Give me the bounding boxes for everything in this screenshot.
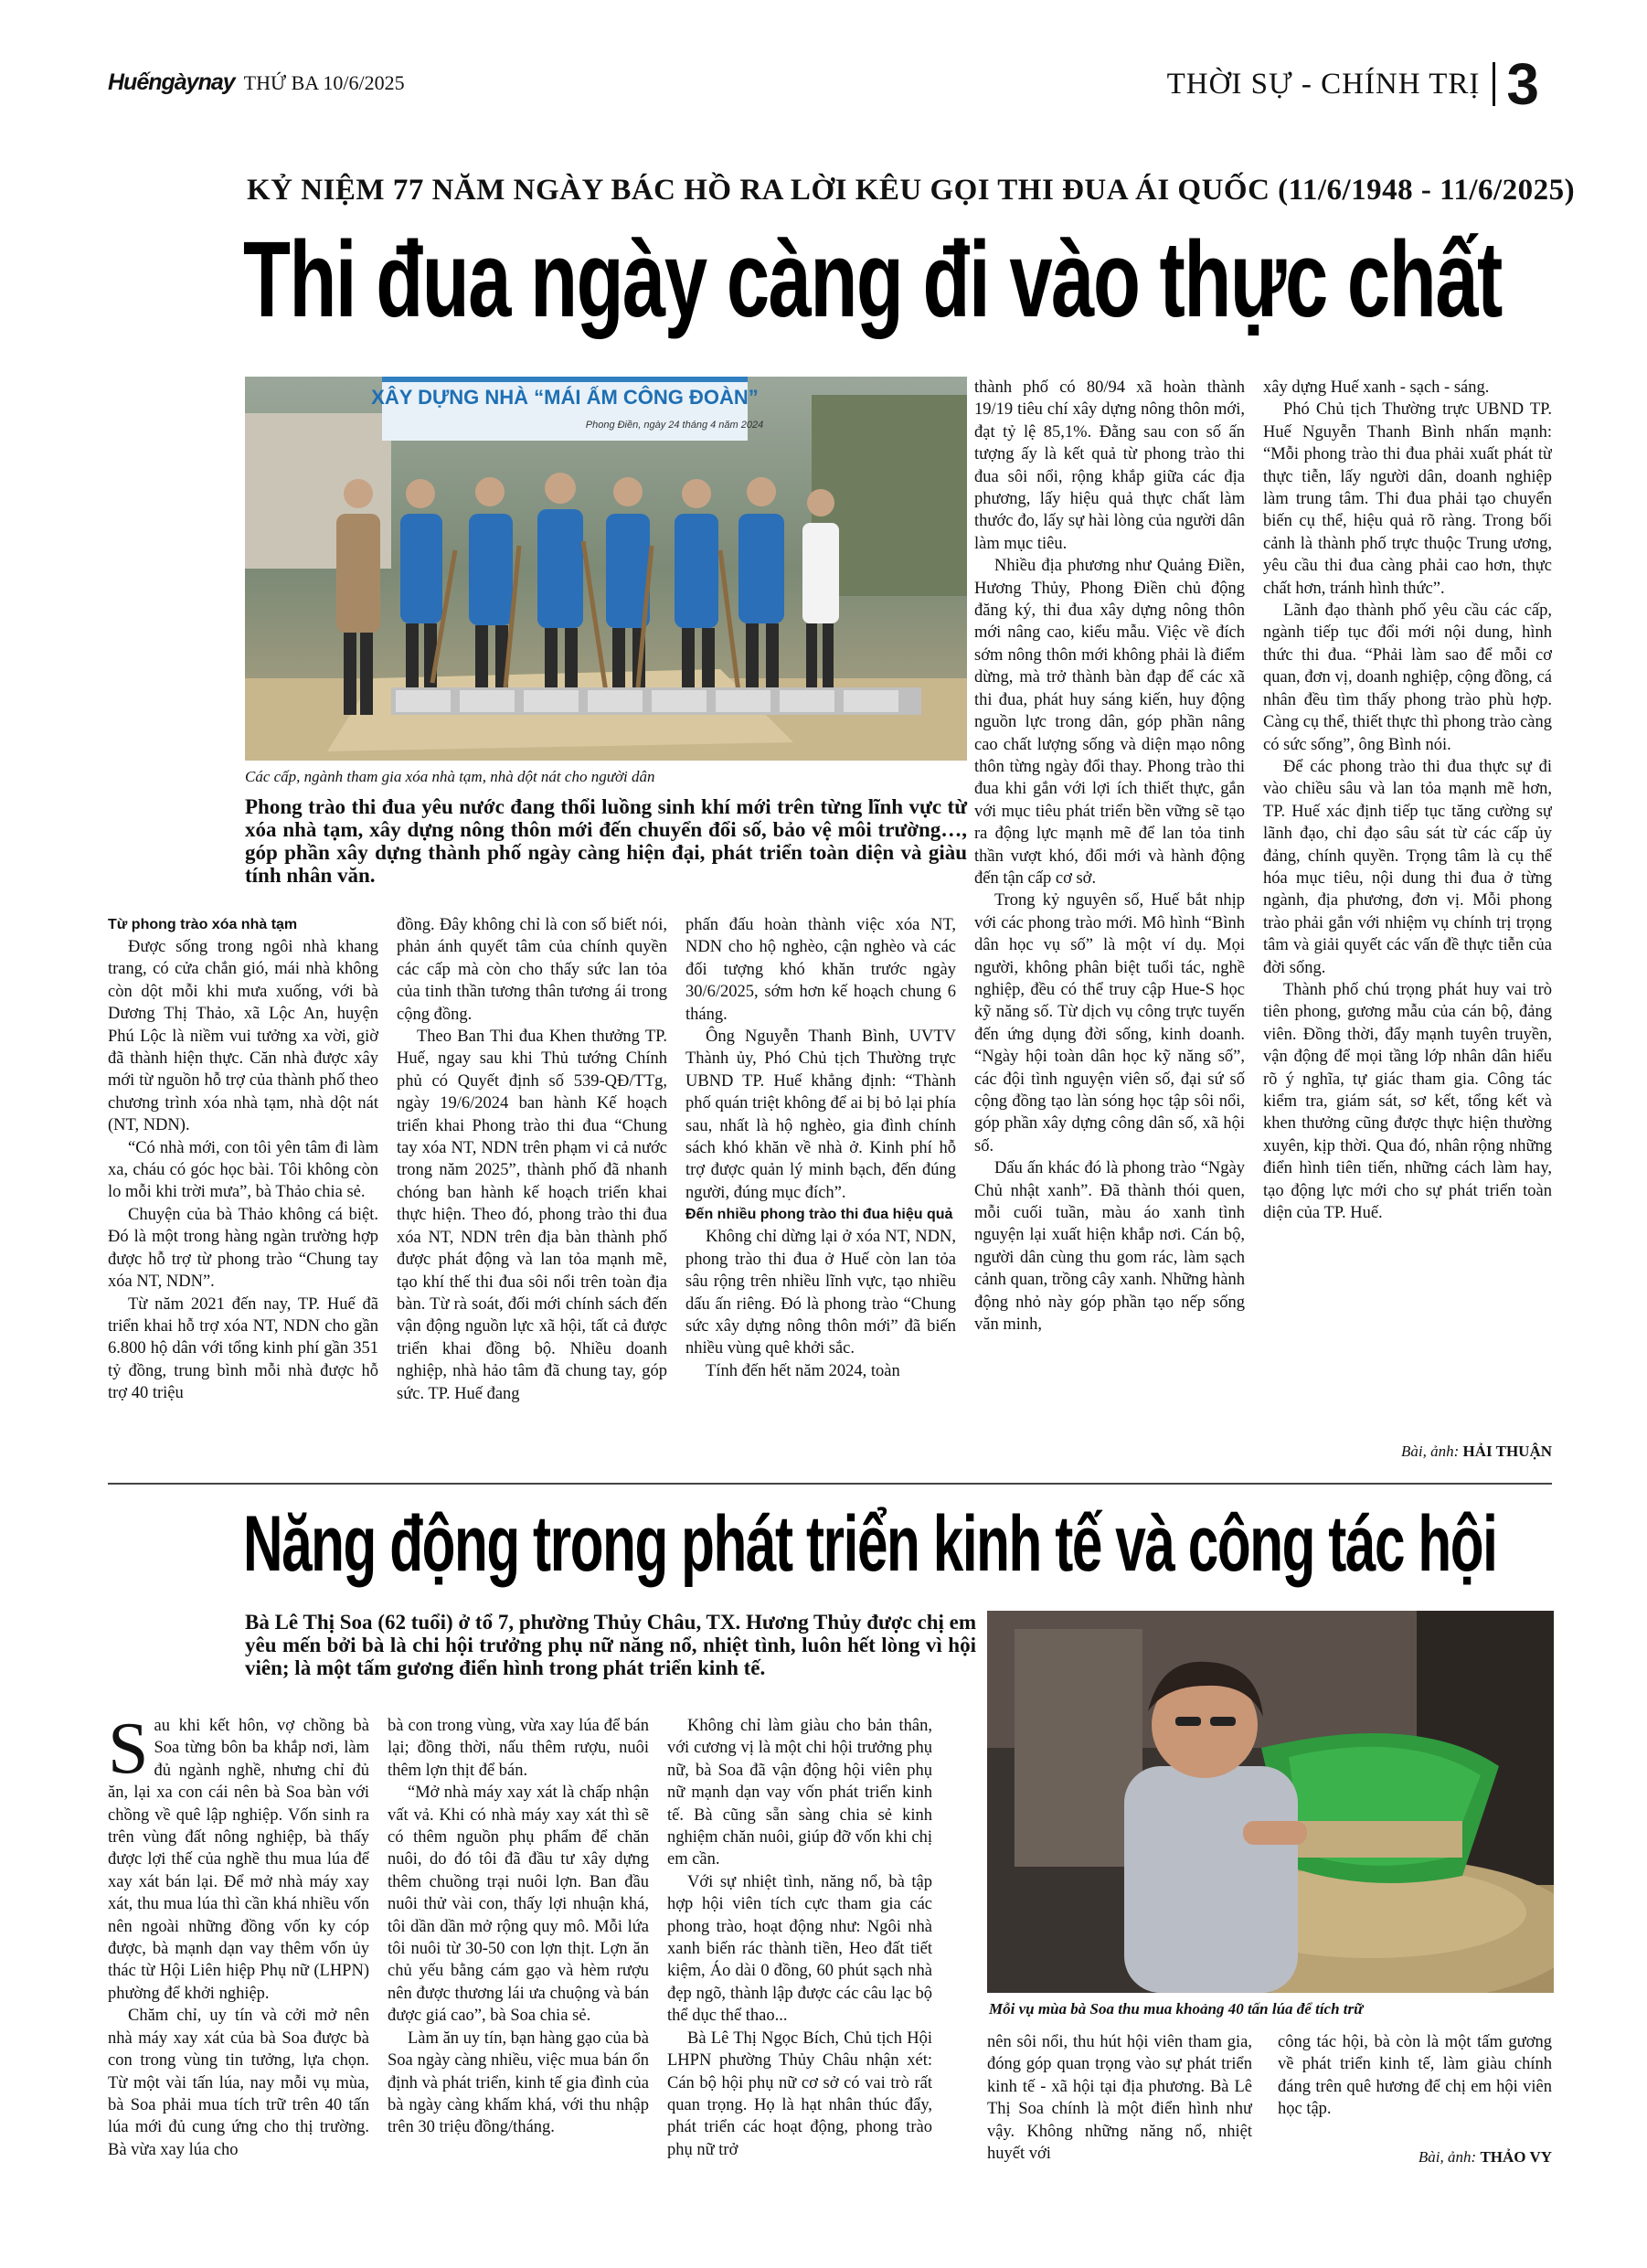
byline-author: HẢI THUẬN — [1462, 1443, 1552, 1460]
article2-byline — [1278, 2148, 1552, 2167]
article2-column-4 — [987, 2031, 1252, 2196]
issue-date: THỨ BA 10/6/2025 — [243, 71, 405, 94]
newspaper-logo: Huếngàynay — [108, 69, 235, 95]
paragraph: Chuyện của bà Thảo không cá biệt. Đó là một trong hàng ngàn trường hợp được hỗ trợ từ phong trào “Chung tay xóa NT, NDN”. — [108, 1205, 378, 1292]
article1-column-5 — [1263, 377, 1552, 1428]
article2-photo-caption: Mỗi vụ mùa bà Soa thu mua khoảng 40 tấn lúa để tích trữ — [989, 2000, 1364, 2018]
byline-author: THẢO VY — [1480, 2148, 1552, 2166]
paragraph: Trong kỷ nguyên số, Huế bắt nhịp với các phong trào mới. Mô hình “Bình dân học vụ số” là một ví dụ. Mọi người, không phân biệt tuổi tác, nghề nghiệp, đều có thể truy cập Hue-S học kỹ năng số. Từ dịch vụ công trực tuyến đến ứng dụng đời sống, kinh doanh. “Ngày hội toàn dân học kỹ năng số”, các đội tình nguyện viên số, đại sứ số cộng đồng tạo làn sóng học tập sôi nổi, góp phần xây dựng công dân số, xã hội số. — [974, 891, 1245, 1155]
section-header — [1166, 51, 1539, 117]
paragraph: Ông Nguyễn Thanh Bình, UVTV Thành ủy, Phó Chủ tịch Thường trực UBND TP. Huế khẳng định: “Thành phố quán triệt không để ai bị bỏ lại phía sau, nhất là hộ nghèo, gia đình chính sách khó khăn về nhà ở. Kinh phí hỗ trợ được quản lý minh bạch, đến đúng người, đúng mục đích”. — [685, 1028, 956, 1202]
article-divider — [108, 1483, 1552, 1485]
article1-byline — [1263, 1443, 1552, 1461]
paragraph: phấn đấu hoàn thành việc xóa NT, NDN cho hộ nghèo, cận nghèo và các đối tượng khó khăn trước ngày 30/6/2025, sớm hơn kế hoạch chung 6 tháng. — [685, 916, 956, 1024]
paragraph-text: au khi kết hôn, vợ chồng bà Soa từng bôn ba khắp nơi, làm đủ ngành nghề, nhưng chỉ đủ ăn, lại xa con cái nên bà Soa bàn với chồng về quê lập nghiệp. Vốn sinh ra trên vùng đất nông nghiệp, bà thấy được lợi thế của nghề thu mua lúa để xay xát bán lại. Để mở nhà máy xay xát, thu mua lúa thì cần khá nhiều vốn nên ngoài những đồng vốn ky cóp được, bà mạnh dạn vay thêm vốn ủy thác từ Hội Liên hiệp Phụ nữ (LHPN) phường để khởi nghiệp. — [108, 1717, 369, 2003]
article2-photo — [987, 1611, 1554, 1993]
paragraph: Theo Ban Thi đua Khen thưởng TP. Huế, ngay sau khi Thủ tướng Chính phủ có Quyết định số 539-QĐ/TTg, ngày 19/6/2024 ban hành Kế hoạch triển khai Phong trào thi đua “Chung tay xóa NT, NDN trên phạm vi cả nước trong năm 2025”, thành phố đã nhanh chóng ban hành kế hoạch triển khai thực hiện. Theo đó, phong trào thi đua xóa NT, NDN trên địa bàn thành phố được phát động và lan tỏa mạnh mẽ, tạo khí thế thi đua sôi nổi trên toàn địa bàn. Từ rà soát, đối mới chính sách đến vận động nguồn lực xã hội, tất cả được triển khai đồng bộ. Nhiều doanh nghiệp, nhà hảo tâm đã chung tay, góp sức. TP. Huế đang — [397, 1028, 667, 1403]
paragraph: thành phố có 80/94 xã hoàn thành 19/19 tiêu chí xây dựng nông thôn mới, đạt tỷ lệ 85,1%. Đằng sau con số ấn tượng ấy là kết quả từ phong trào thi đua sôi nổi, rộng khắp giữa các địa phương, lấy hiệu quả thực chất làm thước đo, lấy sự hài lòng của người dân làm mục tiêu. — [974, 378, 1245, 553]
paragraph: Bà Lê Thị Ngọc Bích, Chủ tịch Hội LHPN phường Thủy Châu nhận xét: Cán bộ hội phụ nữ cơ sở có vai trò rất quan trọng. Họ là hạt nhân thúc đẩy, phát triển các hoạt động, phong trào phụ nữ trở — [667, 2028, 932, 2159]
banner-text: XÂY DỰNG NHÀ “MÁI ẤM CÔNG ĐOÀN” — [371, 386, 759, 409]
article1-subheading-2: Đến nhiều phong trào thi đua hiệu quả — [685, 1207, 953, 1223]
paragraph: Không chỉ làm giàu cho bản thân, với cương vị là một chi hội trưởng phụ nữ, bà Soa đã vận động hội viên phụ nữ mạnh dạn vay vốn phát triển kinh tế. Bà cũng sẵn sàng chia sẻ kinh nghiệm chăn nuôi, giúp đỡ vốn khi chị em cần. — [667, 1717, 932, 1869]
article2-column-5 — [1278, 2031, 1552, 2141]
article1-photo-caption: Các cấp, ngành tham gia xóa nhà tạm, nhà dột nát cho người dân — [245, 768, 655, 785]
paragraph: Với sự nhiệt tình, năng nổ, bà tập hợp hội viên tích cực tham gia các phong trào, hoạt động như: Ngôi nhà xanh biến rác thành tiền, Heo đất tiết kiệm, Áo dài 0 đồng, 60 phút sạch nhà đẹp ngõ, thành lập được các câu lạc bộ thể dục thể thao... — [667, 1872, 932, 2026]
paragraph: “Có nhà mới, con tôi yên tâm đi làm xa, cháu có góc học bài. Tôi không còn lo mỗi khi trời mưa”, bà Thảo chia sẻ. — [108, 1138, 378, 1202]
paragraph: Từ năm 2021 đến nay, TP. Huế đã triển khai hỗ trợ xóa NT, NDN cho gần 6.800 hộ dân với tổng kinh phí gần 351 tỷ đồng, trung bình mỗi nhà được hỗ trợ 40 triệu — [108, 1294, 378, 1403]
article1-column-2 — [397, 914, 667, 1474]
article1-lede: Phong trào thi đua yêu nước đang thổi luồng sinh khí mới trên từng lĩnh vực từ xóa nhà tạm, xây dựng nông thôn mới đến chuyển đổi số, bảo vệ môi trường…, góp phần xây dựng thành phố ngày càng hiện đại, phát triển toàn diện và giàu tính nhân văn. — [245, 795, 967, 887]
paragraph: xây dựng Huế xanh - sạch - sáng. — [1263, 378, 1490, 397]
paragraph — [108, 1715, 369, 2005]
article2-column-3 — [667, 1715, 932, 2218]
article1-photo — [245, 377, 967, 761]
paragraph: nên sôi nổi, thu hút hội viên tham gia, đóng góp quan trọng vào sự phát triển kinh tế - xã hội tại địa phương. Bà Lê Thị Soa chính là một điển hình như vậy. Không những năng nổ, nhiệt huyết với — [987, 2033, 1252, 2164]
masthead — [108, 69, 405, 96]
paragraph: đồng. Đây không chỉ là con số biết nói, phản ánh quyết tâm của chính quyền các cấp mà còn cho thấy sức lan tỏa của tinh thần tương thân tương ái trong cộng đồng. — [397, 916, 667, 1024]
section-title: THỜI SỰ - CHÍNH TRỊ — [1167, 62, 1496, 106]
article1-column-1 — [108, 914, 378, 1474]
paragraph: Phó Chủ tịch Thường trực UBND TP. Huế Nguyễn Thanh Bình nhấn mạnh: “Mỗi phong trào thi đua phải xuất phát từ thực tiễn, lấy người dân, doanh nghiệp làm trung tâm. Thi đua phải tạo chuyển biến cụ thể, hiệu quả rõ ràng. Trong bối cảnh là thành phố trực thuộc Trung ương, yêu cầu thi đua càng phải cao hơn, thực chất hơn, tránh hình thức”. — [1263, 400, 1552, 598]
banner-subtext: Phong Điền, ngày 24 tháng 4 năm 2024 — [585, 420, 764, 431]
byline-label: Bài, ảnh: — [1401, 1443, 1460, 1460]
article1-column-4 — [974, 377, 1245, 1474]
dropcap-letter: S — [108, 1715, 149, 1789]
article1-headline: Thi đua ngày càng đi vào thực chất — [243, 219, 1502, 340]
byline-label: Bài, ảnh: — [1418, 2148, 1477, 2166]
paragraph: Được sống trong ngôi nhà khang trang, có cửa chắn gió, mái nhà không còn dột mỗi khi mưa xuống, với bà Dương Thị Thảo, xã Lộc An, huyện Phú Lộc là niềm vui tưởng xa vời, giờ đã thành hiện thực. Căn nhà được xây mới từ nguồn hỗ trợ của thành phố theo chương trình xóa nhà tạm, nhà dột nát (NT, NDN). — [108, 938, 378, 1135]
article1-subheading-1: Từ phong trào xóa nhà tạm — [108, 917, 298, 932]
paragraph: Lãnh đạo thành phố yêu cầu các cấp, ngành tiếp tục đổi mới nội dung, hình thức thi đua. “Phải làm sao để mỗi cơ quan, đơn vị, doanh nghiệp, cộng đồng, cá nhân đều tìm thấy phong trào phù hợp. Càng cụ thể, thiết thực thì phong trào càng có sức sống”, ông Bình nói. — [1263, 602, 1552, 754]
paragraph: Thành phố chú trọng phát huy vai trò tiên phong, gương mẫu của cán bộ, đảng viên. Đồng thời, đẩy mạnh tuyên truyền, vận động để mọi tầng lớp nhân dân hiểu rõ ý nghĩa, tự giác tham gia. Công tác kiểm tra, giám sát, sơ kết, tổng kết và khen thưởng cũng được thực hiện thường xuyên, kịp thời. Qua đó, nhân rộng những điển hình tiên tiến, những cách làm hay, tạo động lực mới cho sự phát triển toàn diện của TP. Huế. — [1263, 980, 1552, 1223]
article2-column-2 — [388, 1715, 649, 2218]
article1-kicker: KỶ NIỆM 77 NĂM NGÀY BÁC HỒ RA LỜI KÊU GỌI THI ĐUA ÁI QUỐC (11/6/1948 - 11/6/2025) — [247, 174, 1576, 207]
article2-lede: Bà Lê Thị Soa (62 tuổi) ở tổ 7, phường Thủy Châu, TX. Hương Thủy được chị em yêu mến bởi bà là chi hội trưởng phụ nữ năng nổ, nhiệt tình, luôn hết lòng vì hội viên; là một tấm gương điển hình trong phát triển kinh tế. — [245, 1611, 977, 1679]
paragraph: Chăm chỉ, uy tín và cởi mở nên nhà máy xay xát của bà Soa được bà con trong vùng tin tưởng, lựa chọn. Từ một vài tấn lúa, nay mỗi vụ mùa, bà Soa phải mua tích trữ trên 40 tấn lúa mới đủ cung ứng cho thị trường. Bà vừa xay lúa cho — [108, 2007, 369, 2159]
paragraph: Nhiều địa phương như Quảng Điền, Hương Thủy, Phong Điền chủ động đăng ký, thi đua xây dựng nông thôn mới nâng cao, kiểu mẫu. Việc về đích sớm nông thôn mới không phải là điểm dừng, mà trở thành bàn đạp để các xã thi đua, phát huy sáng kiến, huy động nguồn lực trong dân, góp phần nâng cao chất lượng sống và diện mạo nông thôn từng ngày đổi thay. Phong trào thi đua khi gắn với lợi ích thiết thực, gắn với mục tiêu phát triển bền vững sẽ tạo ra động lực mạnh mẽ để lan tỏa tinh thần vượt khó, đổi mới và hành động đến tận cấp cơ sở. — [974, 557, 1245, 888]
paragraph: bà con trong vùng, vừa xay lúa để bán lại; đồng thời, nấu thêm rượu, nuôi thêm lợn thịt để bán. — [388, 1717, 649, 1780]
article1-column-3 — [685, 914, 956, 1474]
page-number: 3 — [1506, 51, 1539, 117]
paragraph: Để các phong trào thi đua thực sự đi vào chiều sâu và lan tỏa mạnh mẽ hơn, TP. Huế xác định tiếp tục tăng cường sự lãnh đạo, chỉ đạo sâu sát từ các cấp ủy đảng, chính quyền. Trọng tâm là cụ thể hóa mục tiêu, nội dung thi đua ở từng ngành, địa phương, đơn vị. Mỗi phong trào phải gắn với nhiệm vụ chính trị trọng tâm và giải quyết các vấn đề thực tiễn của đời sống. — [1263, 757, 1552, 977]
article2-headline: Năng động trong phát triển kinh tế và công tác hội — [243, 1500, 1497, 1588]
paragraph: Dấu ấn khác đó là phong trào “Ngày Chủ nhật xanh”. Đã thành thói quen, mỗi cuối tuần, màu áo xanh tình nguyện lại xuất hiện khắp nơi. Cán bộ, người dân cùng thu gom rác, làm sạch cảnh quan, trồng cây xanh. Những hành động nhỏ này góp phần tạo nếp sống văn minh, — [974, 1159, 1245, 1335]
paragraph: Không chỉ dừng lại ở xóa NT, NDN, phong trào thi đua ở Huế còn lan tỏa sâu rộng trên nhiều lĩnh vực, tạo nhiều dấu ấn riêng. Đó là phong trào “Chung sức xây dựng nông thôn mới” đã biến nhiều vùng quê khởi sắc. — [685, 1228, 956, 1358]
paragraph: Tính đến hết năm 2024, toàn — [706, 1361, 900, 1380]
paragraph: công tác hội, bà còn là một tấm gương về phát triển kinh tế, làm giàu chính đáng trên quê hương để chị em hội viên học tập. — [1278, 2033, 1552, 2119]
article2-column-1 — [108, 1715, 369, 2218]
paragraph: Làm ăn uy tín, bạn hàng gạo của bà Soa ngày càng nhiều, việc mua bán ổn định và phát triển, kinh tế gia đình của bà ngày càng khấm khá, với thu nhập trên 30 triệu đồng/tháng. — [388, 2028, 649, 2137]
paragraph: “Mở nhà máy xay xát là chấp nhận vất vả. Khi có nhà máy xay xát thì sẽ có thêm nguồn phụ phẩm để chăn nuôi, do đó tôi đã đầu tư xây dựng thêm chuồng trại nuôi lợn. Ban đầu nuôi thử vài con, thấy lợi nhuận khá, tôi dần dần mở rộng quy mô. Mỗi lứa tôi nuôi từ 30-50 con lợn thịt. Lợn ăn chủ yếu bằng cám gạo và hèm rượu nên được thương lái ưa chuộng và bán được giá cao”, bà Soa chia sẻ. — [388, 1784, 649, 2026]
